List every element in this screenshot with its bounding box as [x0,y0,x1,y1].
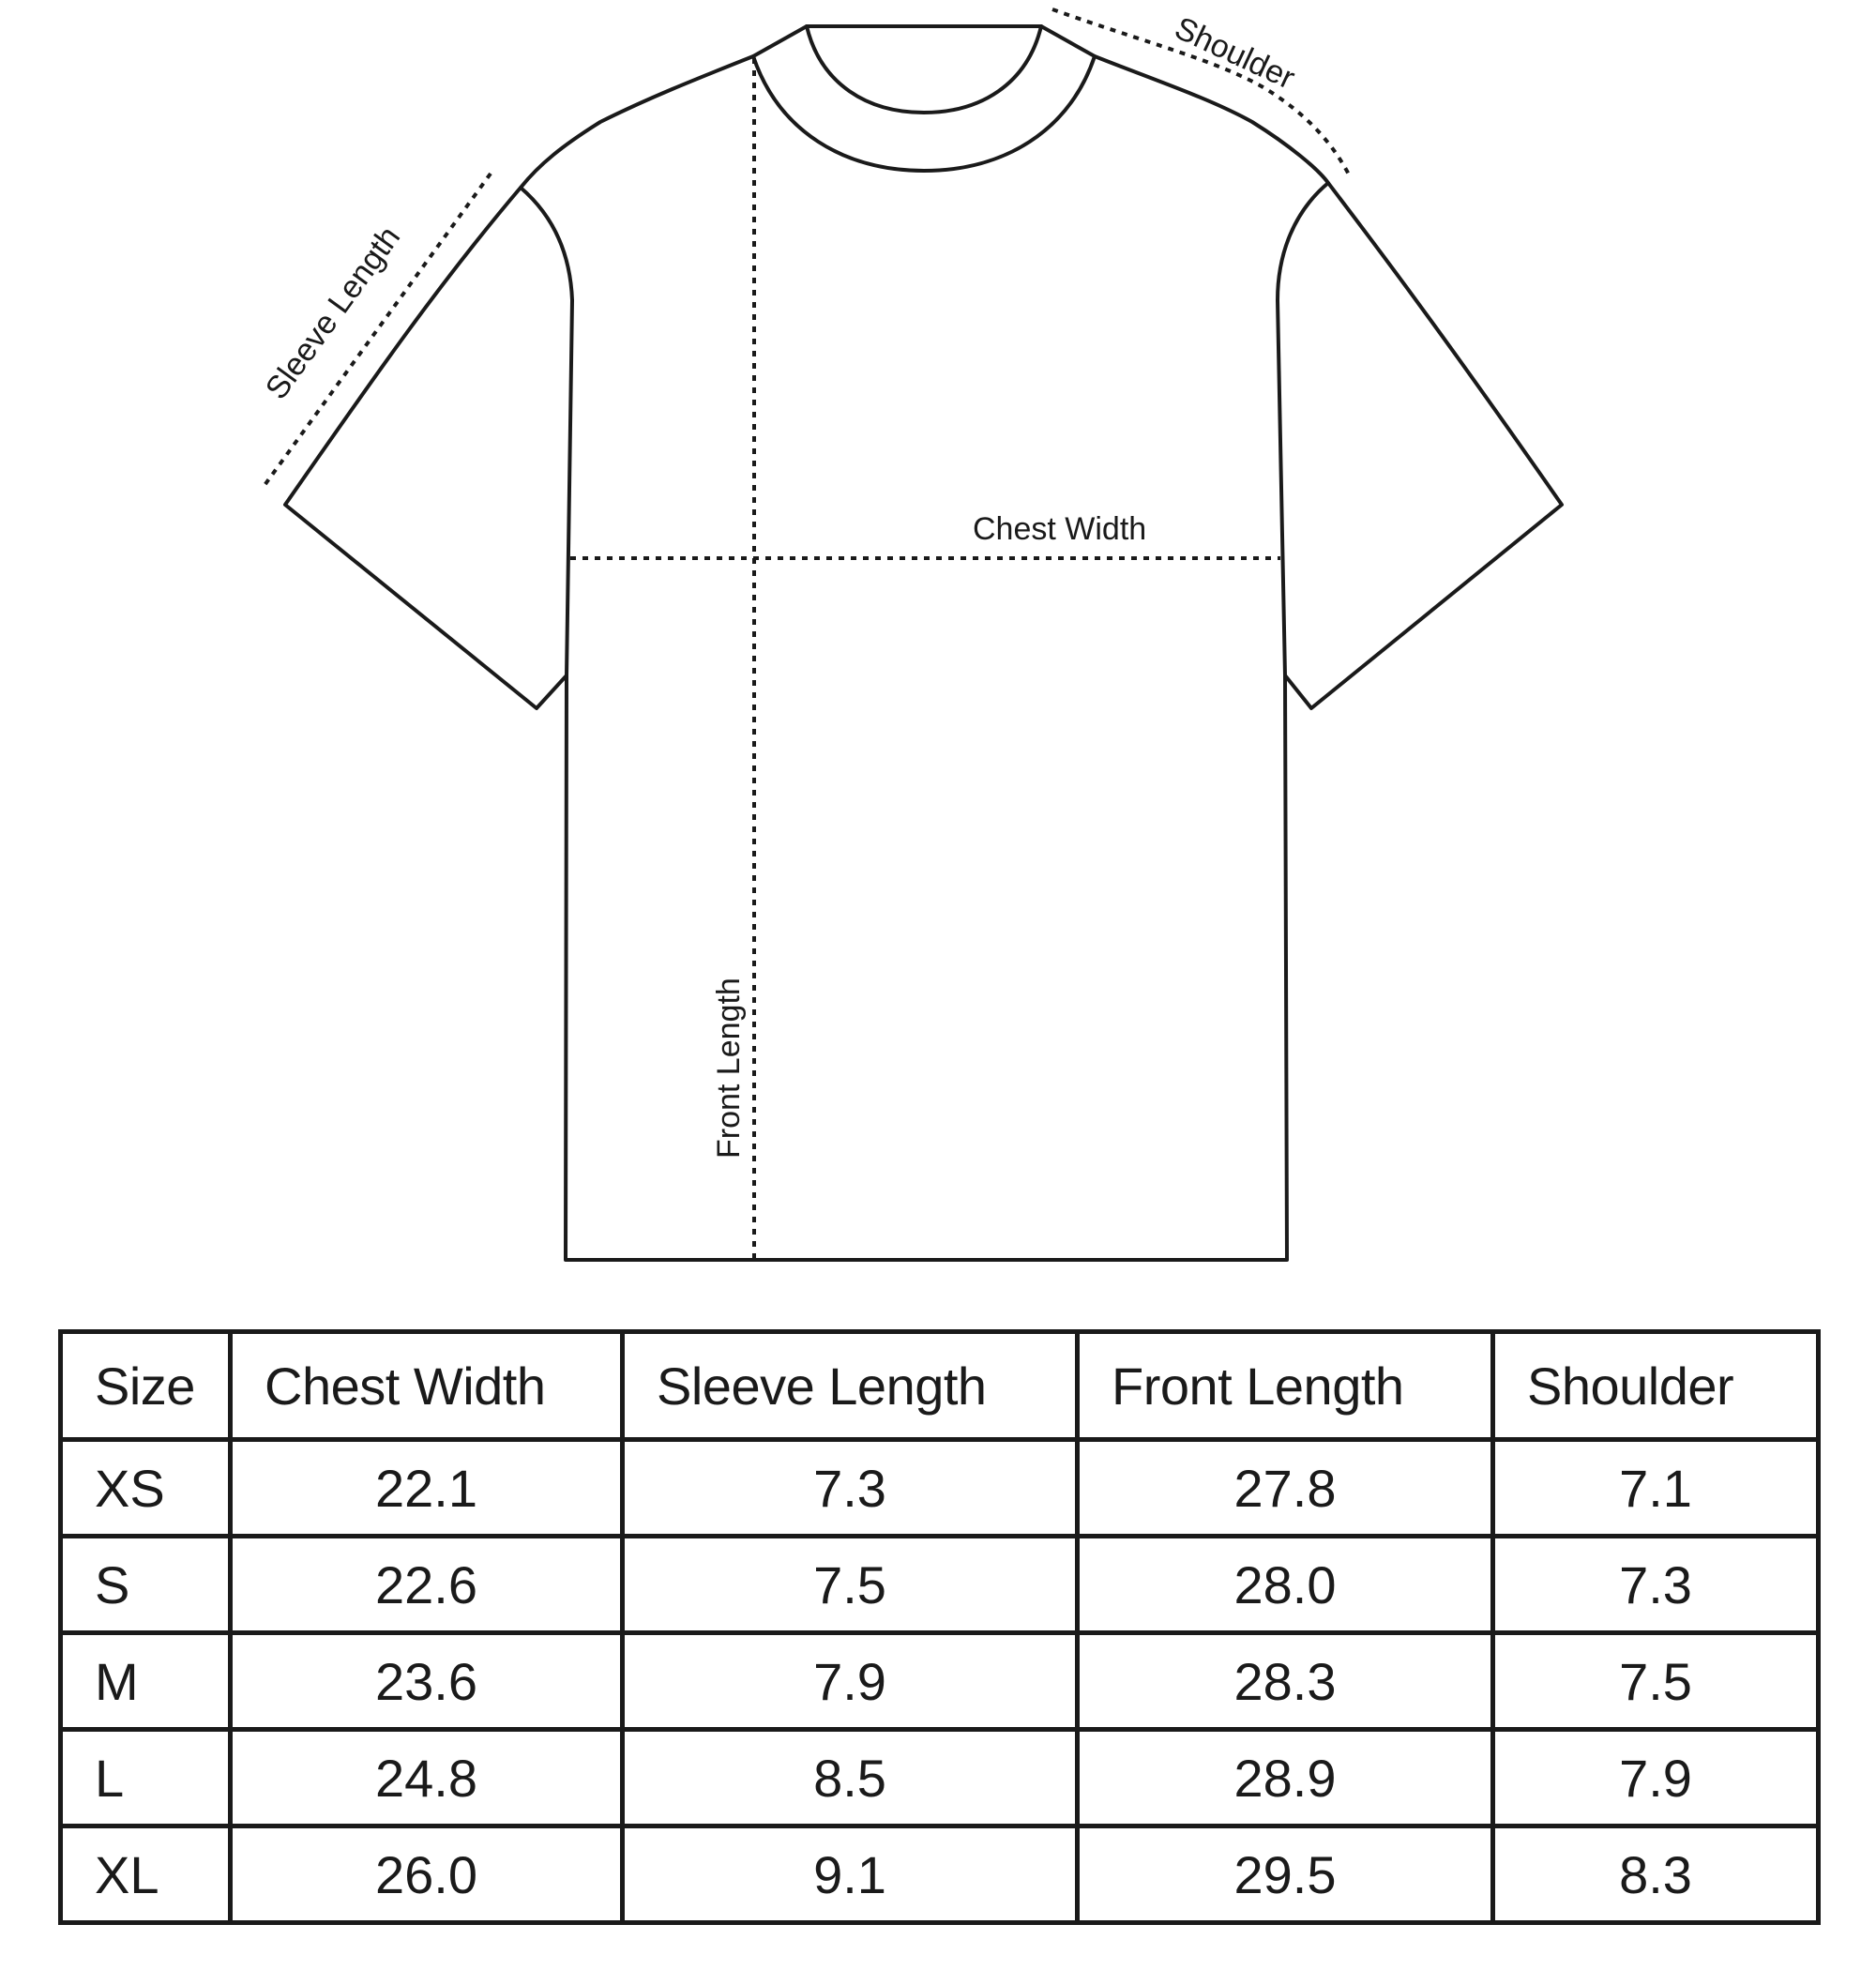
table-row [61,1440,1819,1537]
size-cell: XL [61,1826,231,1923]
shoulder-cell: 8.3 [1493,1826,1819,1923]
header-shoulder: Shoulder [1493,1332,1819,1440]
chest-width-cell: 22.1 [231,1440,623,1537]
tshirt-outline [285,26,1562,1260]
header-front-length: Front Length [1078,1332,1493,1440]
table-row [61,1730,1819,1826]
chest-width-cell: 24.8 [231,1730,623,1826]
front-length-cell: 28.9 [1078,1730,1493,1826]
front-length-cell: 29.5 [1078,1826,1493,1923]
chest-width-label: Chest Width [973,511,1147,547]
sleeve-length-label: Sleeve Length [258,220,408,406]
table-header-row [61,1332,1819,1440]
shoulder-cell: 7.9 [1493,1730,1819,1826]
front-length-label: Front Length [711,977,747,1159]
size-chart-table [58,1329,1821,1925]
header-size: Size [61,1332,231,1440]
size-cell: L [61,1730,231,1826]
size-cell: S [61,1537,231,1633]
shoulder-cell: 7.3 [1493,1537,1819,1633]
sleeve-length-cell: 7.3 [623,1440,1078,1537]
header-chest-width: Chest Width [231,1332,623,1440]
sleeve-length-cell: 8.5 [623,1730,1078,1826]
chest-width-cell: 26.0 [231,1826,623,1923]
shoulder-cell: 7.5 [1493,1633,1819,1730]
shoulder-label: Shoulder [1169,9,1301,97]
front-length-cell: 28.0 [1078,1537,1493,1633]
shoulder-cell: 7.1 [1493,1440,1819,1537]
sleeve-length-cell: 7.5 [623,1537,1078,1633]
sleeve-length-cell: 7.9 [623,1633,1078,1730]
chest-width-cell: 23.6 [231,1633,623,1730]
chest-width-cell: 22.6 [231,1537,623,1633]
table-row [61,1633,1819,1730]
front-length-cell: 28.3 [1078,1633,1493,1730]
size-cell: M [61,1633,231,1730]
table-row [61,1537,1819,1633]
header-sleeve-length: Sleeve Length [623,1332,1078,1440]
table-row [61,1826,1819,1923]
sleeve-length-cell: 9.1 [623,1826,1078,1923]
front-length-cell: 27.8 [1078,1440,1493,1537]
size-cell: XS [61,1440,231,1537]
